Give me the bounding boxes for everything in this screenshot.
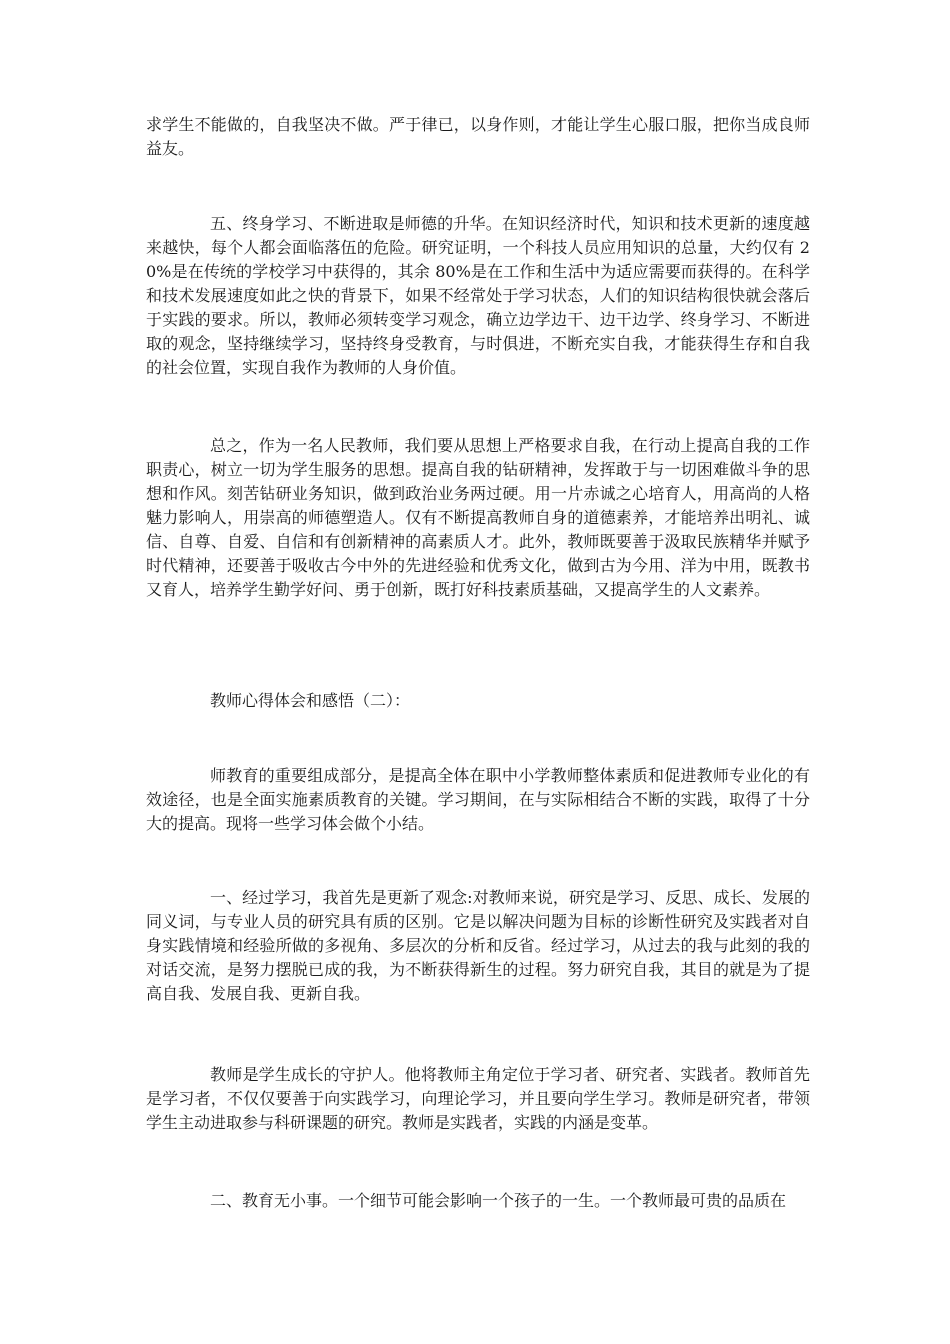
paragraph-teacher-role: 教师是学生成长的守护人。他将教师主角定位于学习者、研究者、实践者。教师首先是学习者，不仅仅要善于向实践学习，向理论学习，并且要向学生学习。教师是研究者，带领学生主动进取参与科研课题的研究。教师是实践者，实践的内涵是变革。	[146, 1065, 810, 1132]
paragraph-introduction: 师教育的重要组成部分，是提高全体在职中小学教师整体素质和促进教师专业化的有效途径，也是全面实施素质教育的关键。学习期间，在与实际相结合不断的实践，取得了十分大的提高。现将一些学习体会做个小结。	[146, 766, 810, 833]
paragraph-conclusion: 总之，作为一名人民教师，我们要从思想上严格要求自我，在行动上提高自我的工作职责心，树立一切为学生服务的思想。提高自我的钻研精神，发挥敢于与一切困难做斗争的思想和作风。刻苦钻研业务知识，做到政治业务两过硬。用一片赤诚之心培育人，用高尚的人格魅力影响人，用崇高的师德塑造人。仅有不断提高教师自身的道德素养，才能培养出明礼、诚信、自尊、自爱、自信和有创新精神的高素质人才。此外，教师既要善于汲取民族精华并赋予时代精神，还要善于吸收古今中外的先进经验和优秀文化，做到古为今用、洋为中用，既教书又育人，培养学生勤学好问、勇于创新，既打好科技素质基础，又提高学生的人文素养。	[146, 436, 810, 599]
paragraph-no-small-matters: 二、教育无小事。一个细节可能会影响一个孩子的一生。一个教师最可贵的品质在	[210, 1191, 787, 1210]
paragraph-lifelong-learning: 五、终身学习、不断进取是师德的升华。在知识经济时代，知识和技术更新的速度越来越快，每个人都会面临落伍的危险。研究证明，一个科技人员应用知识的总量，大约仅有 20%是在传统的学校学习中获得的，其余 80%是在工作和生活中为适应需要而获得的。在科学和技术发展速度如此之快的背景下，如果不经常处于学习状态，人们的知识结构很快就会落后于实践的要求。所以，教师必须转变学习观念，确立边学边干、边干边学、终身学习、不断进取的观念，坚持继续学习，坚持终身受教育，与时俱进，不断充实自我，才能获得生存和自我的社会位置，实现自我作为教师的人身价值。	[146, 214, 810, 377]
paragraph-continuation: 求学生不能做的，自我坚决不做。严于律已，以身作则，才能让学生心服口服，把你当成良师益友。	[146, 115, 810, 158]
paragraph-concept-update: 一、经过学习，我首先是更新了观念:对教师来说，研究是学习、反思、成长、发展的同义词，与专业人员的研究具有质的区别。它是以解决问题为目标的诊断性研究及实践者对自身实践情境和经验所做的多视角、多层次的分析和反省。经过学习，从过去的我与此刻的我的对话交流，是努力摆脱已成的我，为不断获得新生的过程。努力研究自我，其目的就是为了提高自我、发展自我、更新自我。	[146, 888, 810, 1003]
section-heading: 教师心得体会和感悟（二）：	[210, 691, 411, 710]
